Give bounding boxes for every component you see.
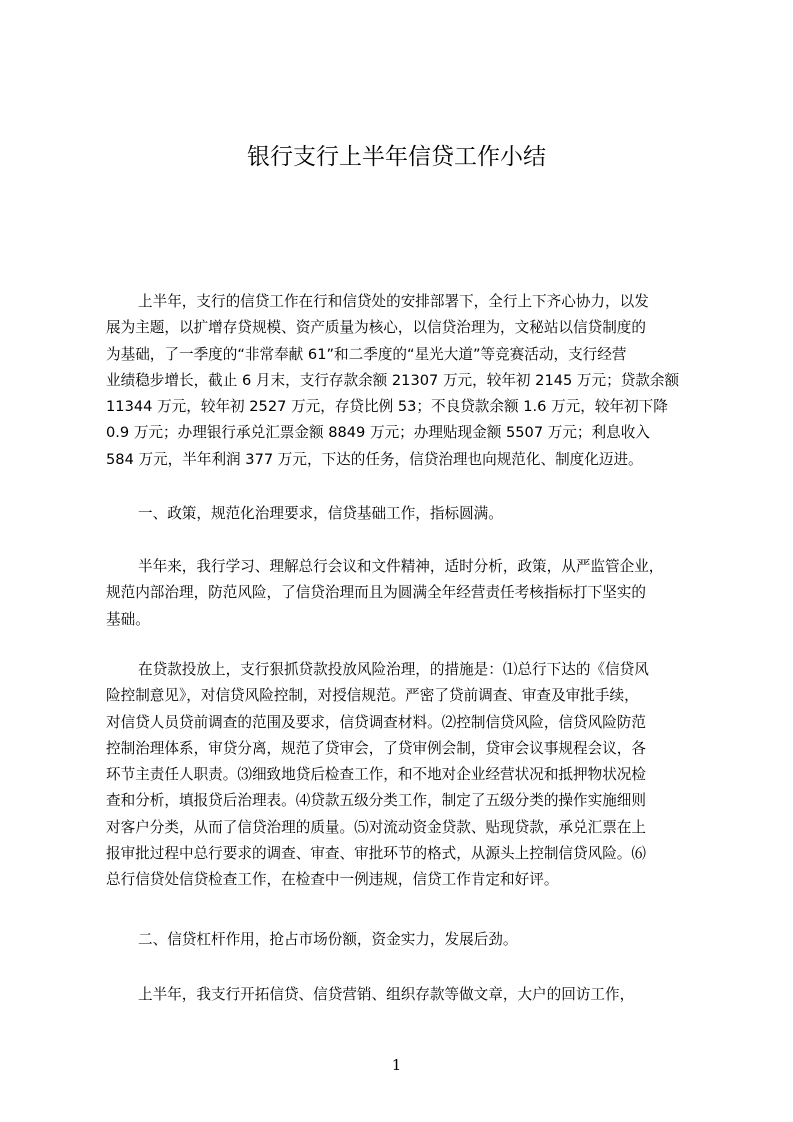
page-number: 1 <box>391 1056 402 1074</box>
paragraph-line: 584 万元，半年利润 377 万元，下达的任务，信贷治理也向规范化、制度化迈进。 <box>106 450 643 468</box>
paragraph-line: 半年来，我行学习、理解总行会议和文件精神，适时分析，政策，从严监管企业， <box>138 558 664 575</box>
paragraph-line: 总行信贷处信贷检查工作，在检查中一例违规，信贷工作肯定和好评。 <box>106 871 559 889</box>
paragraph-line: 查和分析，填报贷后治理表。⑷贷款五级分类工作，制定了五级分类的操作实施细则 <box>106 792 646 810</box>
document-title: 银行支行上半年信贷工作小结 <box>247 144 546 170</box>
paragraph-intro <box>106 289 698 473</box>
paragraph-line: 报审批过程中总行要求的调查、审查、审批环节的格式，从源头上控制信贷风险。⑹ <box>106 845 646 863</box>
paragraph-line: 业绩稳步增长，截止 6 月末，支行存款余额 21307 万元，较年初 2145 万元；贷款余额 <box>106 371 680 389</box>
section-heading-text: 一、政策，规范化治理要求，信贷基础工作，指标圆满。 <box>138 505 503 522</box>
paragraph-line: 环节主责任人职责。⑶细致地贷后检查工作，和不地对企业经营状况和抵押物状况检 <box>106 766 646 784</box>
paragraph-line: 展为主题，以扩增存贷规模、资产质量为核心，以信贷治理为，文秘站以信贷制度的 <box>106 319 646 337</box>
paragraph-line: 11344 万元，较年初 2527 万元，存贷比例 53；不良贷款余额 1.6 万元，较年初下降 <box>106 398 668 416</box>
paragraph-line: 0.9 万元；办理银行承兑汇票金额 8849 万元；办理贴现金额 5507 万元；利息收入 <box>106 424 650 442</box>
section-heading-text: 二、信贷杠杆作用，抢占市场份额，资金实力，发展后劲。 <box>138 931 518 948</box>
section-heading-2 <box>106 927 698 953</box>
paragraph-4 <box>106 982 698 1008</box>
paragraph-line: 为基础，了一季度的“非常奉献 61”和二季度的“星光大道”等竞赛活动，支行经营 <box>106 345 627 363</box>
paragraph-line: 对客户分类，从而了信贷治理的质量。⑸对流动资金贷款、贴现贷款，承兑汇票在上 <box>106 818 646 836</box>
paragraph-line: 上半年，我支行开拓信贷、信贷营销、组织存款等做文章，大户的回访工作， <box>138 986 635 1003</box>
paragraph-line: 上半年，支行的信贷工作在行和信贷处的安排部署下，全行上下齐心协力，以发 <box>138 293 649 310</box>
section-heading-1 <box>106 501 698 527</box>
paragraph-line: 险控制意见》，对信贷风险控制，对授信规范。严密了贷前调查、审查及审批手续， <box>106 687 639 705</box>
paragraph-line: 规范内部治理，防范风险，了信贷治理而且为圆满全年经营责任考核指标打下坚实的 <box>106 584 646 602</box>
paragraph-line: 基础。 <box>106 610 150 628</box>
paragraph-2 <box>106 554 698 633</box>
paragraph-3 <box>106 657 698 894</box>
paragraph-line: 控制治理体系，审贷分离，规范了贷审会，了贷审例会制，贷审会议事规程会议，各 <box>106 739 646 757</box>
paragraph-line: 在贷款投放上，支行狠抓贷款投放风险治理，的措施是：⑴总行下达的《信贷风 <box>138 661 649 678</box>
paragraph-line: 对信贷人员贷前调查的范围及要求，信贷调查材料。⑵控制信贷风险，信贷风险防范 <box>106 713 646 731</box>
